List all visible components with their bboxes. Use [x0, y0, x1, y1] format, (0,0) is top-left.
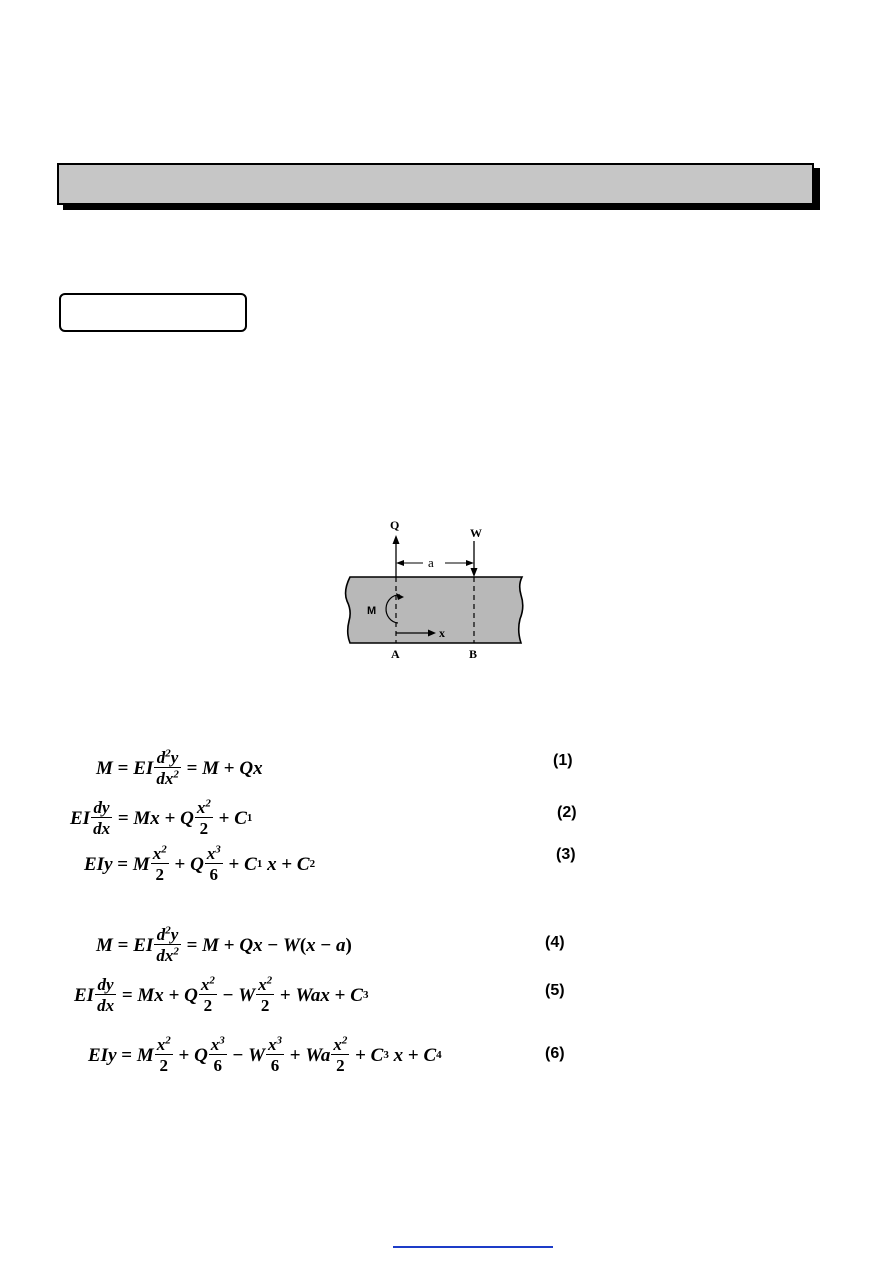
label-w: W — [470, 526, 482, 540]
equation-1: M = EI $\frac{d^2y}{dx^2}$ = M + Qx — [96, 747, 263, 788]
footer-link[interactable] — [393, 1246, 553, 1248]
equation-number-5: (5) — [545, 982, 565, 999]
shear-force-arrowhead — [393, 535, 400, 544]
section-title-bar — [57, 163, 814, 205]
label-x: x — [439, 626, 445, 640]
label-q: Q — [390, 518, 400, 532]
label-b-point: B — [469, 647, 478, 661]
label-a-point: A — [391, 647, 400, 661]
equation-number-3: (3) — [556, 846, 576, 863]
load-arrowhead — [471, 568, 478, 577]
beam-diagram — [330, 515, 540, 665]
equation-4: M = EI $\frac{d^2y}{dx^2}$ = M + Qx − W ( x − a ) — [96, 924, 352, 965]
equation-6: EIy = M $\frac{x^2}{2}$ + Q $\frac{x^3}{6}$ − W $\frac{x^3}{6}$ + Wa $\frac{x^2}{2}$ + C 3 x + C 4 — [88, 1034, 442, 1075]
subsection-label-box — [59, 293, 247, 332]
dimension-arrow-left — [396, 560, 404, 566]
label-m: M — [367, 605, 377, 617]
equation-number-1: (1) — [553, 752, 573, 769]
dimension-arrow-right — [466, 560, 474, 566]
equation-3: EIy = M $\frac{x^2}{2}$ + Q $\frac{x^3}{6}$ + C 1 x + C 2 — [84, 843, 316, 884]
equation-number-4: (4) — [545, 934, 565, 951]
equation-2: EI $\frac{dy}{dx}$ = Mx + Q $\frac{x^2}{2}$ + C 1 — [70, 797, 253, 838]
equation-5: EI $\frac{dy}{dx}$ = Mx + Q $\frac{x^2}{2}$ − W $\frac{x^2}{2}$ + Wax + C 3 — [74, 974, 369, 1015]
equation-number-6: (6) — [545, 1045, 565, 1062]
label-a: a — [428, 555, 434, 570]
equation-number-2: (2) — [557, 804, 577, 821]
